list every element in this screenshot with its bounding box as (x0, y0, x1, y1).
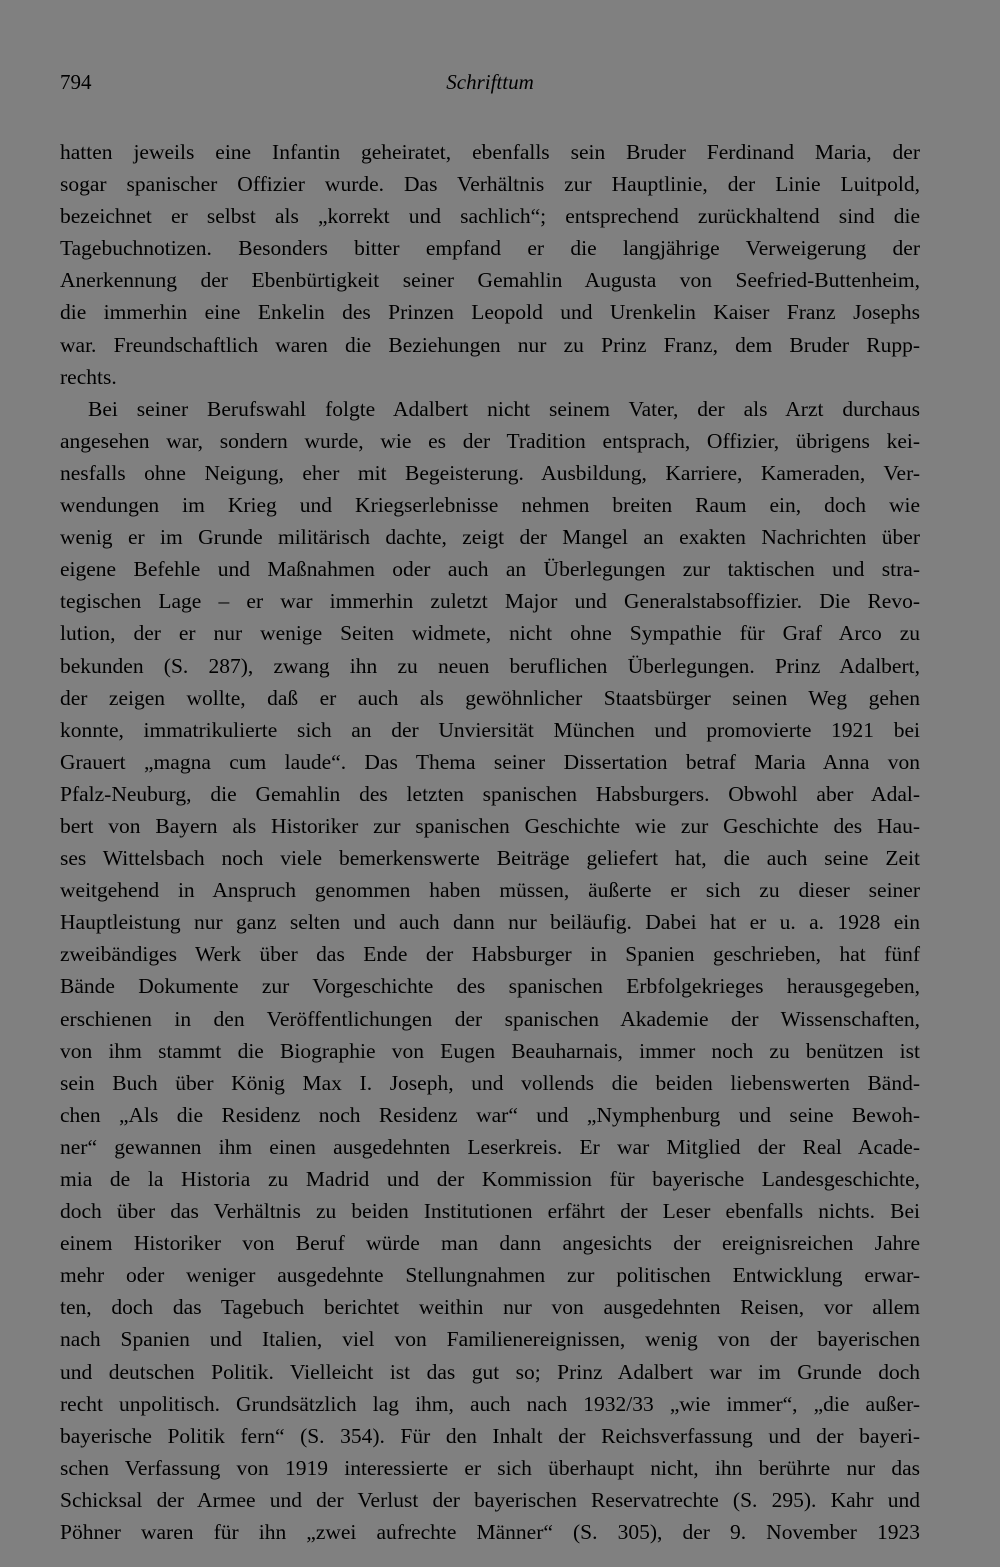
text-line: weitgehend in Anspruch genommen haben müssen, äußerte er sich zu dieser seiner (60, 878, 920, 903)
text-line: doch über das Verhältnis zu beiden Institutionen erfährt der Leser ebenfalls nichts. Bei (60, 1199, 920, 1224)
text-line: und deutschen Politik. Vielleicht ist das gut so; Prinz Adalbert war im Grunde doch (60, 1359, 920, 1384)
text-line: lution, der er nur wenige Seiten widmete, nicht ohne Sympathie für Graf Arco zu (60, 621, 920, 646)
text-line: Bei seiner Berufswahl folgte Adalbert nicht seinem Vater, der als Arzt durchaus (88, 396, 920, 421)
text-line: konnte, immatrikulierte sich an der Unviersität München und promovierte 1921 bei (60, 717, 920, 742)
page-number: 794 (60, 70, 92, 94)
text-line: von ihm stammt die Biographie von Eugen Beauharnais, immer noch zu benützen ist (60, 1038, 920, 1063)
text-line: angesehen war, sondern wurde, wie es der Tradition entsprach, Offizier, übrigens kei- (60, 428, 920, 453)
text-line: bayerische Politik fern“ (S. 354). Für den Inhalt der Reichsverfassung und der bayeri- (60, 1423, 920, 1448)
text-line: sein Buch über König Max I. Joseph, und vollends die beiden liebenswerten Bänd- (60, 1070, 920, 1095)
text-line: ten, doch das Tagebuch berichtet weithin nur von ausgedehnten Reisen, vor allem (60, 1295, 920, 1320)
text-line: mehr oder weniger ausgedehnte Stellungnahmen zur politischen Entwicklung erwar- (60, 1263, 920, 1288)
text-line: Anerkennung der Ebenbürtigkeit seiner Gemahlin Augusta von Seefried-Buttenheim, (60, 268, 920, 293)
running-head: Schrifttum (446, 70, 534, 94)
text-line: sogar spanischer Offizier wurde. Das Verhältnis zur Hauptlinie, der Linie Luitpold, (60, 172, 920, 197)
text-line: erschienen in den Veröffentlichungen der spanischen Akademie der Wissenschaften, (60, 1006, 920, 1031)
text-line: schen Verfassung von 1919 interessierte er sich überhaupt nicht, ihn berührte nur das (60, 1455, 920, 1480)
text-line: tegischen Lage – er war immerhin zuletzt Major und Generalstabsoffizier. Die Revo- (60, 589, 920, 614)
text-line: die immerhin eine Enkelin des Prinzen Leopold und Urenkelin Kaiser Franz Josephs (60, 300, 920, 325)
text-line: Grauert „magna cum laude“. Das Thema seiner Dissertation betraf Maria Anna von (60, 749, 920, 774)
text-line: mia de la Historia zu Madrid und der Kommission für bayerische Landesgeschichte, (60, 1167, 920, 1191)
text-line: einem Historiker von Beruf würde man dann angesichts der ereignisreichen Jahre (60, 1231, 920, 1256)
text-line: hatten jeweils eine Infantin geheiratet, ebenfalls sein Bruder Ferdinand Maria, der (60, 140, 920, 164)
text-line: war. Freundschaftlich waren die Beziehungen nur zu Prinz Franz, dem Bruder Rupp- (60, 332, 920, 357)
text-line: bezeichnet er selbst als „korrekt und sachlich“; entsprechend zurückhaltend sind die (60, 204, 920, 229)
text-line: ner“ gewannen ihm einen ausgedehnten Leserkreis. Er war Mitglied der Real Acade- (60, 1134, 920, 1159)
text-line: zweibändiges Werk über das Ende der Habsburger in Spanien geschrieben, hat fünf (60, 942, 920, 967)
text-line: wenig er im Grunde militärisch dachte, zeigt der Mangel an exakten Nachrichten über (60, 525, 920, 550)
text-line: bekunden (S. 287), zwang ihn zu neuen beruflichen Überlegungen. Prinz Adalbert, (60, 653, 920, 678)
text-line: Pöhner waren für ihn „zwei aufrechte Männer“ (S. 305), der 9. November 1923 (60, 1520, 920, 1545)
text-line: nesfalls ohne Neigung, eher mit Begeisterung. Ausbildung, Karriere, Kameraden, Ver- (60, 460, 920, 485)
text-line: chen „Als die Residenz noch Residenz war“ und „Nymphenburg und seine Bewoh- (60, 1102, 920, 1127)
text-line: Pfalz-Neuburg, die Gemahlin des letzten spanischen Habsburgers. Obwohl aber Adal- (60, 781, 920, 806)
text-line: wendungen im Krieg und Kriegserlebnisse nehmen breiten Raum ein, doch wie (60, 493, 920, 518)
text-line: eigene Befehle und Maßnahmen oder auch an Überlegungen zur taktischen und stra- (60, 557, 920, 582)
text-line: rechts. (60, 364, 117, 389)
text-line: recht unpolitisch. Grundsätzlich lag ihm, auch nach 1932/33 „wie immer“, „die außer- (60, 1391, 920, 1416)
text-line: bert von Bayern als Historiker zur spanischen Geschichte wie zur Geschichte des Hau- (60, 813, 920, 838)
text-line: Tagebuchnotizen. Besonders bitter empfand er die langjährige Verweigerung der (60, 236, 920, 261)
text-line: nach Spanien und Italien, viel von Familienereignissen, wenig von der bayerischen (60, 1327, 920, 1352)
text-line: der zeigen wollte, daß er auch als gewöhnlicher Staatsbürger seinen Weg gehen (60, 685, 920, 710)
body-text (60, 136, 920, 1567)
text-line: Schicksal der Armee und der Verlust der bayerischen Reservatrechte (S. 295). Kahr und (60, 1487, 920, 1512)
page-header (60, 68, 920, 98)
text-line: Bände Dokumente zur Vorgeschichte des spanischen Erbfolgekrieges herausgegeben, (60, 974, 920, 999)
text-line: Hauptleistung nur ganz selten und auch dann nur beiläufig. Dabei hat er u. a. 1928 ein (60, 910, 920, 935)
text-line: ses Wittelsbach noch viele bemerkenswerte Beiträge geliefert hat, die auch seine Zeit (60, 846, 920, 871)
text-line (60, 1548, 920, 1567)
